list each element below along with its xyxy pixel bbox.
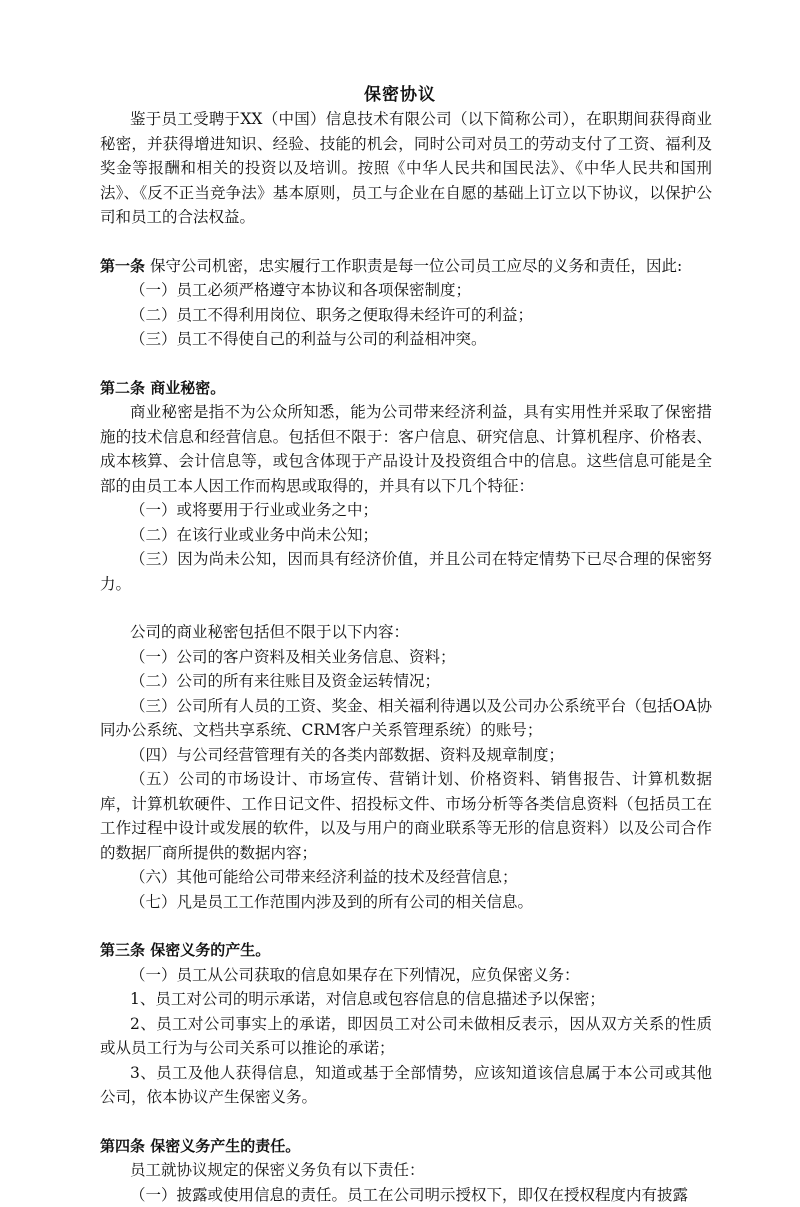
article-1-item: （一）员工必须严格遵守本协议和各项保密制度； bbox=[100, 278, 712, 303]
article-1-paragraph bbox=[100, 254, 712, 279]
article-2-feature: （二）在该行业或业务中尚未公知； bbox=[100, 523, 712, 548]
article-2-scope-item: （五）公司的市场设计、市场宣传、营销计划、价格资料、销售报告、计算机数据库，计算机软硬件、工作日记文件、招投标文件、市场分析等各类信息资料（包括员工在工作过程中设计或发展的软件，以及与用户的商业联系等无形的信息资料）以及公司合作的数据厂商所提供的数据内容； bbox=[100, 767, 712, 865]
spacer bbox=[100, 596, 712, 620]
article-1-item: （二）员工不得利用岗位、职务之便取得未经许可的利益； bbox=[100, 303, 712, 328]
document-title: 保密协议 bbox=[0, 80, 800, 105]
article-4-heading: 第四条 保密义务产生的责任。 bbox=[100, 1134, 712, 1159]
intro-paragraph: 鉴于员工受聘于XX（中国）信息技术有限公司（以下简称公司），在职期间获得商业秘密，并获得增进知识、经验、技能的机会，同时公司对员工的劳动支付了工资、福利及奖金等报酬和相关的投资以及培训。按照《中华人民共和国民法》、《中华人民共和国刑法》、《反不正当竞争法》基本原则，员工与企业在自愿的基础上订立以下协议，以保护公司和员工的合法权益。 bbox=[100, 107, 712, 230]
spacer bbox=[100, 352, 712, 376]
article-1-text: 保守公司机密，忠实履行工作职责是每一位公司员工应尽的义务和责任，因此: bbox=[145, 257, 682, 275]
article-2-scope-item: （四）与公司经营管理有关的各类内部数据、资料及规章制度； bbox=[100, 743, 712, 768]
article-3-item: 3、员工及他人获得信息，知道或基于全部情势，应该知道该信息属于本公司或其他公司，依本协议产生保密义务。 bbox=[100, 1061, 712, 1110]
article-2-scope-intro: 公司的商业秘密包括但不限于以下内容： bbox=[100, 620, 712, 645]
article-2-scope-item: （一）公司的客户资料及相关业务信息、资料； bbox=[100, 645, 712, 670]
article-3-heading: 第三条 保密义务的产生。 bbox=[100, 938, 712, 963]
article-3-item: 2、员工对公司事实上的承诺，即因员工对公司未做相反表示，因从双方关系的性质或从员工行为与公司关系可以推论的承诺； bbox=[100, 1012, 712, 1061]
article-4-item: （一）披露或使用信息的责任。员工在公司明示授权下，即仅在授权程度内有披露 bbox=[100, 1183, 712, 1207]
article-2-feature: （三）因为尚未公知，因而具有经济价值，并且公司在特定情势下已尽合理的保密努力。 bbox=[100, 547, 712, 596]
article-3-item: 1、员工对公司的明示承诺，对信息或包容信息的信息描述予以保密； bbox=[100, 987, 712, 1012]
article-2-scope-item: （七）凡是员工工作范围内涉及到的所有公司的相关信息。 bbox=[100, 890, 712, 915]
article-4-intro: 员工就协议规定的保密义务负有以下责任： bbox=[100, 1158, 712, 1183]
article-3-item: （一）员工从公司获取的信息如果存在下列情况，应负保密义务： bbox=[100, 963, 712, 988]
article-2-definition: 商业秘密是指不为公众所知悉，能为公司带来经济利益，具有实用性并采取了保密措施的技术信息和经营信息。包括但不限于：客户信息、研究信息、计算机程序、价格表、成本核算、会计信息等，或包含体现于产品设计及投资组合中的信息。这些信息可能是全部的由员工本人因工作而构思或取得的，并具有以下几个特征： bbox=[100, 400, 712, 498]
article-2-scope-item: （六）其他可能给公司带来经济利益的技术及经营信息； bbox=[100, 865, 712, 890]
spacer bbox=[100, 1110, 712, 1134]
article-2-scope-item: （三）公司所有人员的工资、奖金、相关福利待遇以及公司办公系统平台（包括OA协同办公系统、文档共享系统、CRM客户关系管理系统）的账号； bbox=[100, 694, 712, 743]
article-2-feature: （一）或将要用于行业或业务之中； bbox=[100, 498, 712, 523]
article-2-heading: 第二条 商业秘密。 bbox=[100, 376, 712, 401]
spacer bbox=[100, 914, 712, 938]
article-1-item: （三）员工不得使自己的利益与公司的利益相冲突。 bbox=[100, 327, 712, 352]
article-2-scope-item: （二）公司的所有来往账目及资金运转情况； bbox=[100, 669, 712, 694]
spacer bbox=[100, 230, 712, 254]
article-1-heading: 第一条 bbox=[100, 257, 145, 275]
document-body bbox=[100, 107, 712, 1207]
